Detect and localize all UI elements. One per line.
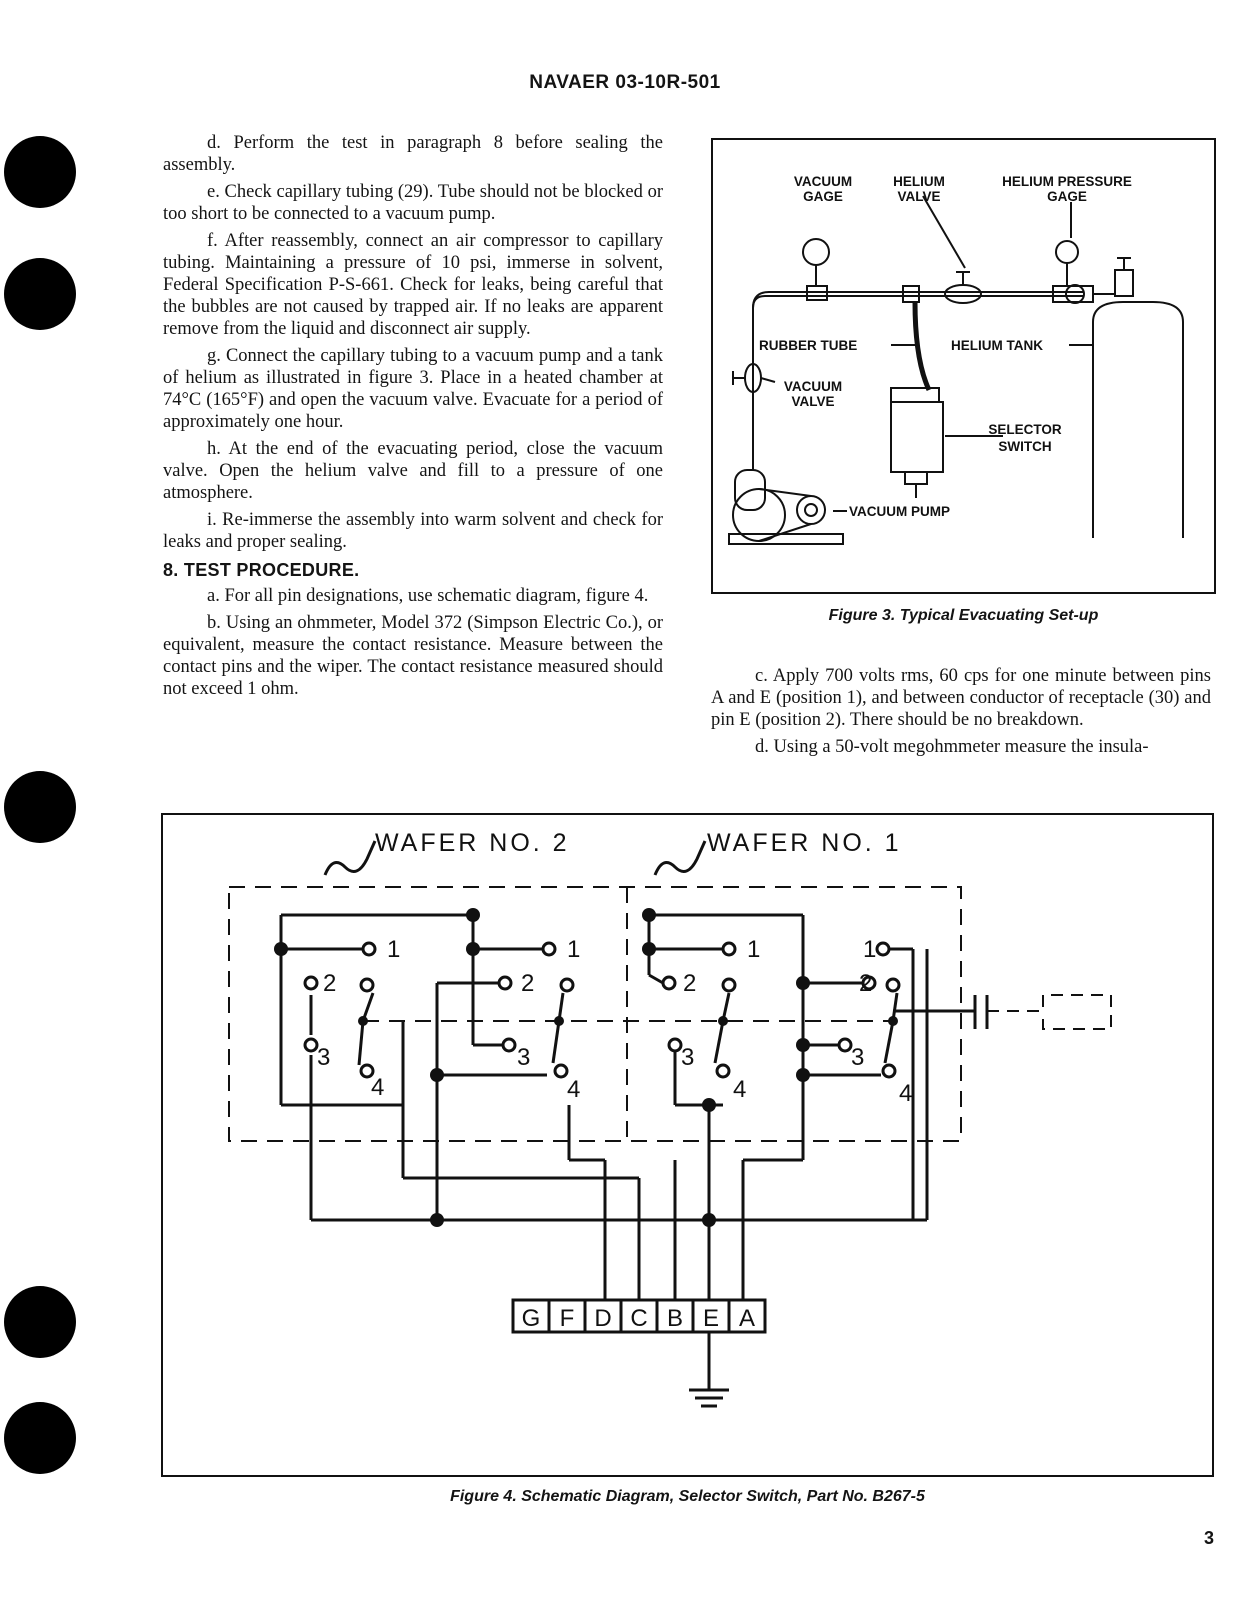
selector-switch [891,402,943,472]
paragraph: e. Check capillary tubing (29). Tube should not be blocked or too short to be connected to a vacuum pump. [163,182,663,224]
paragraph: b. Using an ohmmeter, Model 372 (Simpson Electric Co.), or equivalent, measure the contact resistance. Measure between the contact pins and the wiper. The contact resistance measured should not exceed 1 ohm. [163,613,663,699]
pin-label: G [521,1305,541,1332]
document-number: NAVAER 03-10R-501 [529,72,721,93]
wafer-enclosure [229,887,961,1141]
position-label: 3 [317,1044,331,1071]
label-vacuum-valve: VALVE [791,394,835,409]
position-label: 3 [681,1044,695,1071]
pin-label: F [559,1305,575,1332]
vacuum-gage [803,239,829,265]
label-helium-pressure-gage: GAGE [1047,189,1087,204]
helium-valve [945,285,981,303]
label-vacuum-pump: VACUUM PUMP [849,504,950,519]
paragraph: d. Perform the test in paragraph 8 before sealing the assembly. [163,133,663,175]
label-vacuum-valve: VACUUM [783,379,843,394]
label-selector-switch: SWITCH [998,439,1052,454]
position-label: 3 [851,1044,865,1071]
paragraph: a. For all pin designations, use schematic diagram, figure 4. [207,586,649,606]
wafer-1-label: WAFER NO. 1 [707,829,902,857]
figure-3-evacuating-setup [711,138,1216,594]
paragraph: d. Using a 50-volt megohmmeter measure the insula- [755,737,1149,757]
binder-hole [4,1286,76,1358]
page-number: 3 [1203,1528,1214,1548]
label-helium-valve: VALVE [897,189,941,204]
section-heading: 8. TEST PROCEDURE. [163,560,360,580]
binder-hole [4,258,76,330]
rubber-tube [915,302,929,390]
position-label: 3 [517,1044,531,1071]
label-helium-valve: HELIUM [893,174,945,189]
figure-4-caption: Figure 4. Schematic Diagram, Selector Switch, Part No. B267-5 [450,1488,925,1505]
figure-3-drawing [713,140,1214,592]
helium-pressure-gage [1056,241,1078,263]
helium-tank [1093,302,1183,538]
position-label: 1 [567,936,581,963]
label-helium-pressure-gage: HELIUM PRESSURE [1002,174,1132,189]
pin-label: A [738,1305,756,1332]
right-column [711,665,1211,763]
paragraph: f. After reassembly, connect an air compressor to capillary tubing. Maintaining a pressure of 10 psi, immerse in solvent, Federal Specification P-S-661. Check for leaks, being careful that the bubbles are not caused by trapped air. If no leaks are apparent remove from the liquid and disconnect air supply. [163,231,663,339]
position-label: 4 [371,1074,385,1101]
figure-3-caption: Figure 3. Typical Evacuating Set-up [828,607,1099,624]
binder-hole [4,136,76,208]
binder-hole [4,771,76,843]
position-label: 2 [323,970,337,997]
label-helium-tank: HELIUM TANK [951,338,1043,353]
figure-4-schematic [161,813,1214,1477]
paragraph: h. At the end of the evacuating period, close the vacuum valve. Open the helium valve and fill to a pressure of one atmosphere. [163,439,663,503]
pin-label: E [702,1305,720,1332]
paragraph: i. Re-immerse the assembly into warm solvent and check for leaks and proper sealing. [163,510,663,552]
position-label: 1 [387,936,401,963]
position-label: 4 [899,1080,913,1107]
position-label: 4 [567,1076,581,1103]
position-label: 2 [683,970,697,997]
paragraph: g. Connect the capillary tubing to a vacuum pump and a tank of helium as illustrated in figure 3. Place in a heated chamber at 74°C (165°F) and open the vacuum valve. Evacuate for a period of approximately one hour. [163,346,663,432]
paragraph: c. Apply 700 volts rms, 60 cps for one minute between pins A and E (position 1), and between conductor of receptacle (30) and pin E (position 2). There should be no breakdown. [711,666,1211,730]
position-label: 2 [521,970,535,997]
label-vacuum-gage: VACUUM [793,174,853,189]
position-label: 1 [863,936,877,963]
receptacle [987,995,1111,1029]
label-vacuum-gage: GAGE [803,189,843,204]
wafer-2-label: WAFER NO. 2 [375,829,570,857]
position-label: 1 [747,936,761,963]
position-label: 2 [859,970,873,997]
label-selector-switch: SELECTOR [988,422,1062,437]
wafer-2-pointer [325,841,375,875]
binder-hole [4,1402,76,1474]
pin-label: C [630,1305,648,1332]
wafer-1-pointer [655,841,705,875]
left-column [163,132,663,705]
label-rubber-tube: RUBBER TUBE [759,338,858,353]
position-label: 4 [733,1076,747,1103]
pin-label: B [666,1305,684,1332]
pin-label: D [594,1305,612,1332]
figure-4-drawing [163,815,1212,1475]
